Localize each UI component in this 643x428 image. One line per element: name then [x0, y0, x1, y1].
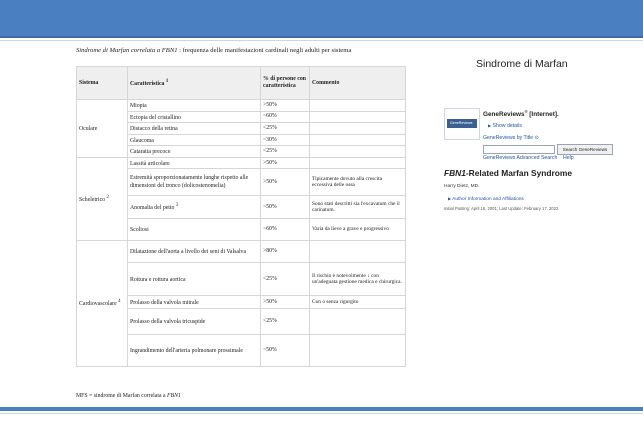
- triangle-right-icon: ▶: [448, 196, 452, 201]
- comment-cell: [310, 309, 406, 335]
- header-sistema: Sistema: [77, 67, 128, 100]
- slide-title: Sindrome di Marfan: [476, 58, 568, 70]
- percent-cell: ~60%: [261, 219, 310, 241]
- comment-cell: [310, 241, 406, 263]
- feature-cell: Estremità sproporzionatamente lunghe rispetto alle dimensioni del tronco (dolicostenomelia): [128, 169, 261, 196]
- caption-title: Sindrome di Marfan correlata a FBN1: [76, 47, 178, 54]
- percent-cell: <25%: [261, 146, 310, 158]
- table-row: [77, 157, 406, 169]
- comment-cell: [310, 123, 406, 135]
- comment-cell: [310, 111, 406, 123]
- comment-cell: [310, 157, 406, 169]
- author-affiliations-link[interactable]: ▶ Author Information and Affiliations: [448, 196, 524, 202]
- percent-cell: <25%: [261, 309, 310, 335]
- show-details-link[interactable]: ▶ Show details: [488, 123, 522, 129]
- percent-cell: >50%: [261, 157, 310, 169]
- manifestations-table: [76, 66, 406, 367]
- by-title-link[interactable]: GeneReviews by Title ⊙: [483, 135, 539, 141]
- comment-cell: Tipicamente dovuto alla crescita eccessiva delle ossa: [310, 169, 406, 196]
- search-genereviews-button[interactable]: Search GeneReviews: [557, 144, 613, 155]
- percent-cell: >50%: [261, 100, 310, 112]
- chevron-circle-icon: ⊙: [534, 135, 539, 141]
- feature-cell: Scoliosi: [128, 219, 261, 241]
- help-link[interactable]: Help: [563, 155, 574, 161]
- header-commento: Commento: [310, 67, 406, 100]
- genereviews-book-icon: GeneReviews: [444, 108, 480, 140]
- feature-cell: Prolasso della valvola mitrale: [128, 296, 261, 309]
- feature-cell: Distacco della retina: [128, 123, 261, 135]
- comment-cell: Sono stati descritti sia l'excavatum che il carinatum.: [310, 196, 406, 219]
- header-divider: [0, 40, 643, 41]
- feature-cell: Anomalia del petto $^3$: [128, 196, 261, 219]
- footer-divider: [0, 413, 643, 414]
- feature-cell: Prolasso della valvola tricuspide: [128, 309, 261, 335]
- feature-cell: Rottura e rottura aortica: [128, 263, 261, 296]
- article-author: Harry Dietz, MD.: [444, 184, 480, 189]
- percent-cell: ~50%: [261, 196, 310, 219]
- table-header-row: [77, 67, 406, 100]
- table-footnote: MFS = sindrome di Marfan correlata a FBN1: [76, 393, 181, 399]
- header-caratteristica: Caratteristica $^1$: [128, 67, 261, 100]
- genereviews-title: GeneReviews® [Internet].: [483, 109, 559, 119]
- table-body: [77, 100, 406, 367]
- feature-cell: Cataratta precoce: [128, 146, 261, 158]
- feature-cell: Lassità articolare: [128, 157, 261, 169]
- comment-cell: [310, 335, 406, 367]
- header-percent: % di persone con caratteristica: [261, 67, 310, 100]
- advanced-search-link[interactable]: GeneReviews Advanced Search: [483, 155, 558, 161]
- feature-cell: Glaucoma: [128, 134, 261, 146]
- genereviews-search-input[interactable]: [483, 145, 555, 154]
- comment-cell: [310, 134, 406, 146]
- percent-cell: >50%: [261, 296, 310, 309]
- percent-cell: >80%: [261, 241, 310, 263]
- comment-cell: Varia da lieve a grave e progressivo: [310, 219, 406, 241]
- comment-cell: [310, 146, 406, 158]
- percent-cell: ~50%: [261, 335, 310, 367]
- caption-rest: : frequenza delle manifestazioni cardinali negli adulti per sistema: [177, 47, 352, 54]
- triangle-right-icon: ▶: [488, 123, 492, 128]
- percent-cell: ~30%: [261, 134, 310, 146]
- system-cell: Oculare: [77, 100, 128, 158]
- percent-cell: <25%: [261, 263, 310, 296]
- comment-cell: Il rischio è notevolmente ↓ con un'adeguata gestione medica e chirurgica.: [310, 263, 406, 296]
- table-row: [77, 241, 406, 263]
- feature-cell: Dilatazione dell'aorta a livello dei seni di Valsalva: [128, 241, 261, 263]
- feature-cell: Ectopia del cristallino: [128, 111, 261, 123]
- table-row: [77, 100, 406, 112]
- article-title: FBN1-Related Marfan Syndrome: [444, 168, 572, 178]
- header-band: [0, 0, 643, 38]
- percent-cell: ~60%: [261, 111, 310, 123]
- feature-cell: Ingrandimento dell'arteria polmonare prossimale: [128, 335, 261, 367]
- posting-dates: Initial Posting: April 18, 2001; Last Update: February 17, 2022.: [444, 206, 560, 211]
- comment-cell: [310, 100, 406, 112]
- system-cell: Cardiovascolare $^4$: [77, 241, 128, 367]
- comment-cell: Con o senza rigurgito: [310, 296, 406, 309]
- percent-cell: >50%: [261, 169, 310, 196]
- percent-cell: <25%: [261, 123, 310, 135]
- feature-cell: Miopia: [128, 100, 261, 112]
- table-caption: [76, 47, 416, 55]
- system-cell: Scheletrico $^2$: [77, 157, 128, 241]
- footer-band: [0, 407, 643, 411]
